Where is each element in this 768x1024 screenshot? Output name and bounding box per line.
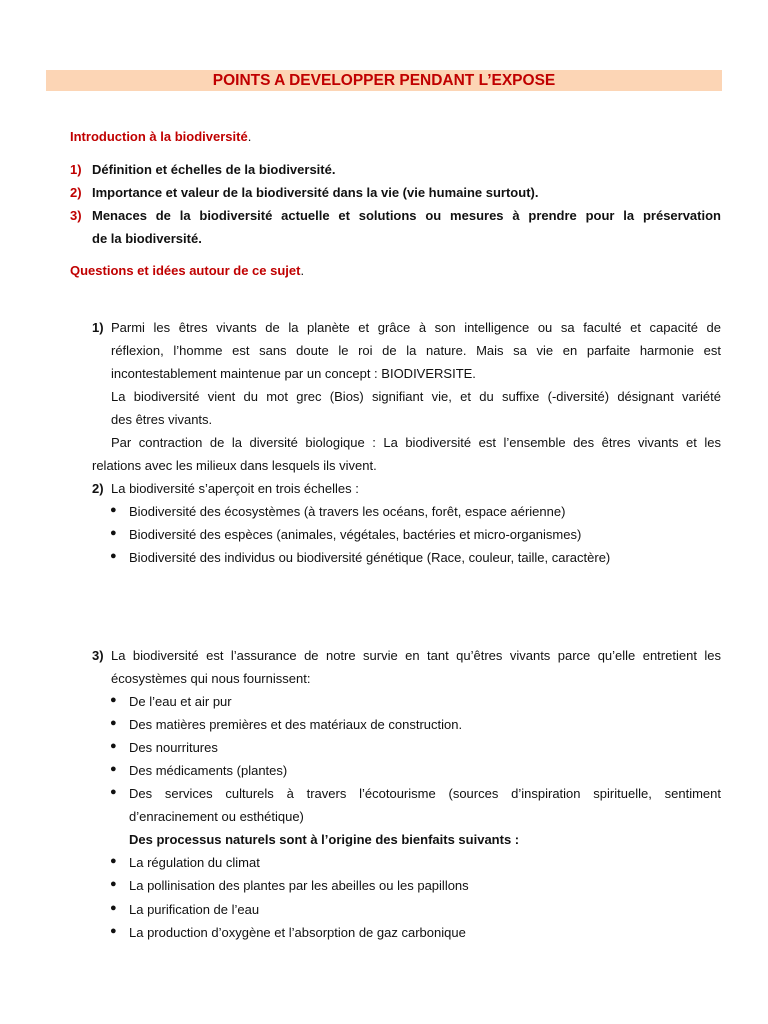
paragraph-line: incontestablement maintenue par un concept : BIODIVERSITE. <box>111 366 476 381</box>
list-item: La purification de l’eau <box>129 902 260 917</box>
intro-heading <box>70 129 251 145</box>
document-title: POINTS A DEVELOPPER PENDANT L’EXPOSE <box>46 70 722 91</box>
bullet-icon: ● <box>110 925 117 937</box>
list-item: Des matières premières et des matériaux de construction. <box>129 717 463 732</box>
paragraph-line: La biodiversité est l’assurance de notre survie en tant qu’êtres vivants parce qu’elle entretient les <box>111 648 721 663</box>
list-item: La production d’oxygène et l’absorption de gaz carbonique <box>129 925 466 940</box>
bullet-icon: ● <box>110 786 117 798</box>
paragraph-line: La biodiversité s’aperçoit en trois échelles : <box>111 481 359 496</box>
outline-item: Définition et échelles de la biodiversité. <box>92 162 336 177</box>
list-item: La régulation du climat <box>129 855 260 870</box>
bullet-icon: ● <box>110 855 117 867</box>
list-item: Biodiversité des individus ou biodiversité génétique (Race, couleur, taille, caractère) <box>129 550 611 565</box>
subheading: Des processus naturels sont à l’origine des bienfaits suivants : <box>129 832 520 847</box>
outline-item: Menaces de la biodiversité actuelle et solutions ou mesures à prendre pour la préservation <box>92 208 721 223</box>
bullet-icon: ● <box>110 504 117 516</box>
outline-number: 3) <box>70 208 82 223</box>
outline-number: 1) <box>70 162 82 177</box>
paragraph-line: Parmi les êtres vivants de la planète et grâce à son intelligence ou sa faculté et capacité de <box>111 320 721 335</box>
questions-heading-dot: . <box>300 263 305 278</box>
bullet-icon: ● <box>110 717 117 729</box>
bullet-icon: ● <box>110 550 117 562</box>
list-item: Biodiversité des écosystèmes (à travers les océans, forêt, espace aérienne) <box>129 504 566 519</box>
intro-heading-text: Introduction à la biodiversité <box>70 129 248 144</box>
list-item: De l’eau et air pur <box>129 694 232 709</box>
list-item: Biodiversité des espèces (animales, végétales, bactéries et micro-organismes) <box>129 527 582 542</box>
list-item: Des nourritures <box>129 740 218 755</box>
bullet-icon: ● <box>110 878 117 890</box>
intro-heading-dot: . <box>247 129 252 144</box>
outline-item-continuation: de la biodiversité. <box>92 231 202 246</box>
point-number: 3) <box>92 648 104 663</box>
questions-heading-text: Questions et idées autour de ce sujet <box>70 263 301 278</box>
list-item: Des médicaments (plantes) <box>129 763 288 778</box>
list-item: La pollinisation des plantes par les abeilles ou les papillons <box>129 878 469 893</box>
bullet-icon: ● <box>110 527 117 539</box>
paragraph-line: des êtres vivants. <box>111 412 213 427</box>
point-number: 2) <box>92 481 104 496</box>
paragraph-line: écosystèmes qui nous fournissent: <box>111 671 311 686</box>
bullet-icon: ● <box>110 740 117 752</box>
bullet-icon: ● <box>110 902 117 914</box>
paragraph-line: relations avec les milieux dans lesquels ils vivent. <box>92 458 377 473</box>
point-number: 1) <box>92 320 104 335</box>
questions-heading <box>70 263 304 279</box>
outline-number: 2) <box>70 185 82 200</box>
bullet-icon: ● <box>110 694 117 706</box>
list-item: Des services culturels à travers l’écotourisme (sources d’inspiration spirituelle, sentiment <box>129 786 721 801</box>
bullet-icon: ● <box>110 763 117 775</box>
paragraph-line: réflexion, l’homme est sans doute le roi de la nature. Mais sa vie en parfaite harmonie est <box>111 343 721 358</box>
paragraph-line: Par contraction de la diversité biologique : La biodiversité est l’ensemble des êtres vivants et les <box>111 435 721 450</box>
list-item-continuation: d’enracinement ou esthétique) <box>129 809 304 824</box>
outline-item: Importance et valeur de la biodiversité dans la vie (vie humaine surtout). <box>92 185 539 200</box>
paragraph-line: La biodiversité vient du mot grec (Bios) signifiant vie, et du suffixe (-diversité) désignant variété <box>111 389 721 404</box>
